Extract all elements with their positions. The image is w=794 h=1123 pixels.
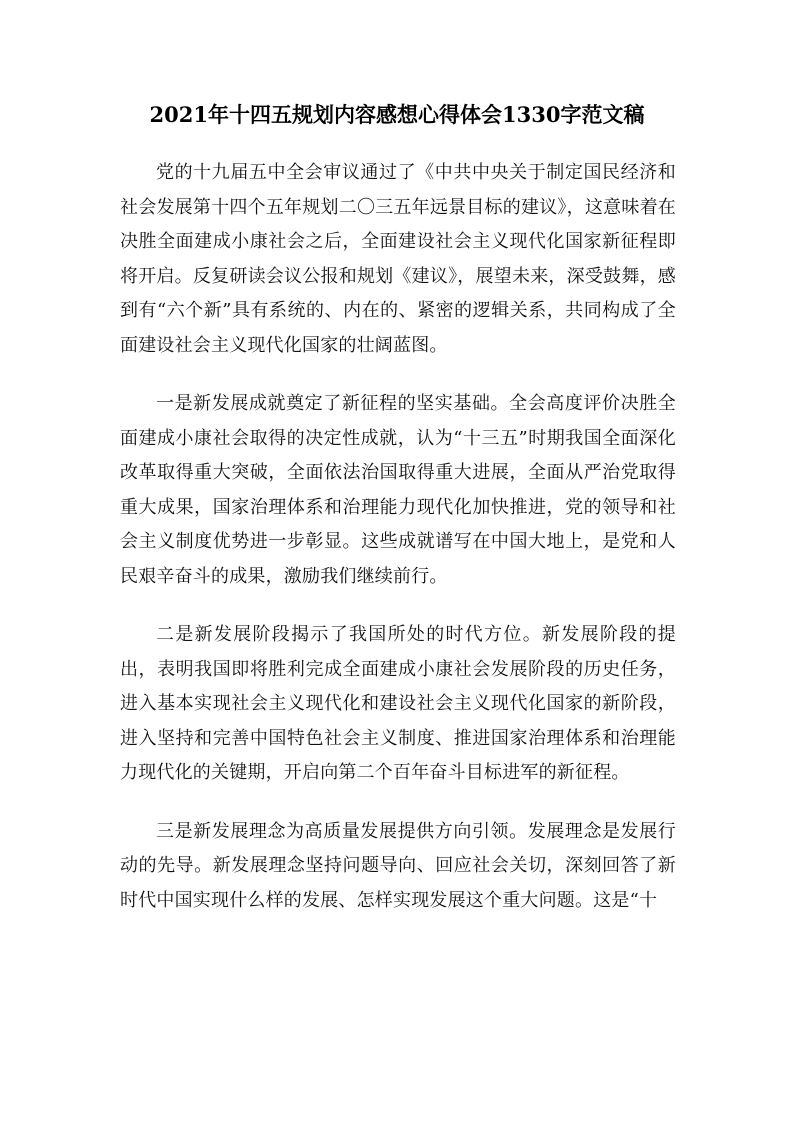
paragraph-new-stage: 二是新发展阶段揭示了我国所处的时代方位。新发展阶段的提出，表明我国即将胜利完成全面建成小康社会发展阶段的历史任务，进入基本实现社会主义现代化和建设社会主义现代化国家的新阶段，进入坚持和完善中国特色社会主义制度、推进国家治理体系和治理能力现代化的关键期，开启向第二个百年奋斗目标进军的新征程。 xyxy=(120,624,676,783)
paragraph-new-achievements: 一是新发展成就奠定了新征程的坚实基础。全会高度评价决胜全面建成小康社会取得的决定性成就，认为“十三五”时期我国全面深化改革取得重大突破，全面依法治国取得重大进展，全面从严治党取得重大成果，国家治理体系和治理能力现代化加快推进，党的领导和社会主义制度优势进一步彰显。这些成就谱写在中国大地上，是党和人民艰辛奋斗的成果，激励我们继续前行。 xyxy=(120,393,676,587)
document-title: 2021年十四五规划内容感想心得体会1330字范文稿 xyxy=(149,102,645,127)
paragraph-intro: 党的十九届五中全会审议通过了《中共中央关于制定国民经济和社会发展第十四个五年规划二〇三五年远景目标的建议》，这意味着在决胜全面建成小康社会之后，全面建设社会主义现代化国家新征程即将开启。反复研读会议公报和规划《建议》，展望未来，深受鼓舞，感到有“六个新”具有系统的、内在的、紧密的逻辑关系，共同构成了全面建设社会主义现代化国家的壮阔蓝图。 xyxy=(120,162,676,356)
paragraph-new-philosophy: 三是新发展理念为高质量发展提供方向引领。发展理念是发展行动的先导。新发展理念坚持问题导向、回应社会关切，深刻回答了新时代中国实现什么样的发展、怎样实现发展这个重大问题。这是“十 xyxy=(120,820,676,911)
document-body xyxy=(120,156,676,942)
